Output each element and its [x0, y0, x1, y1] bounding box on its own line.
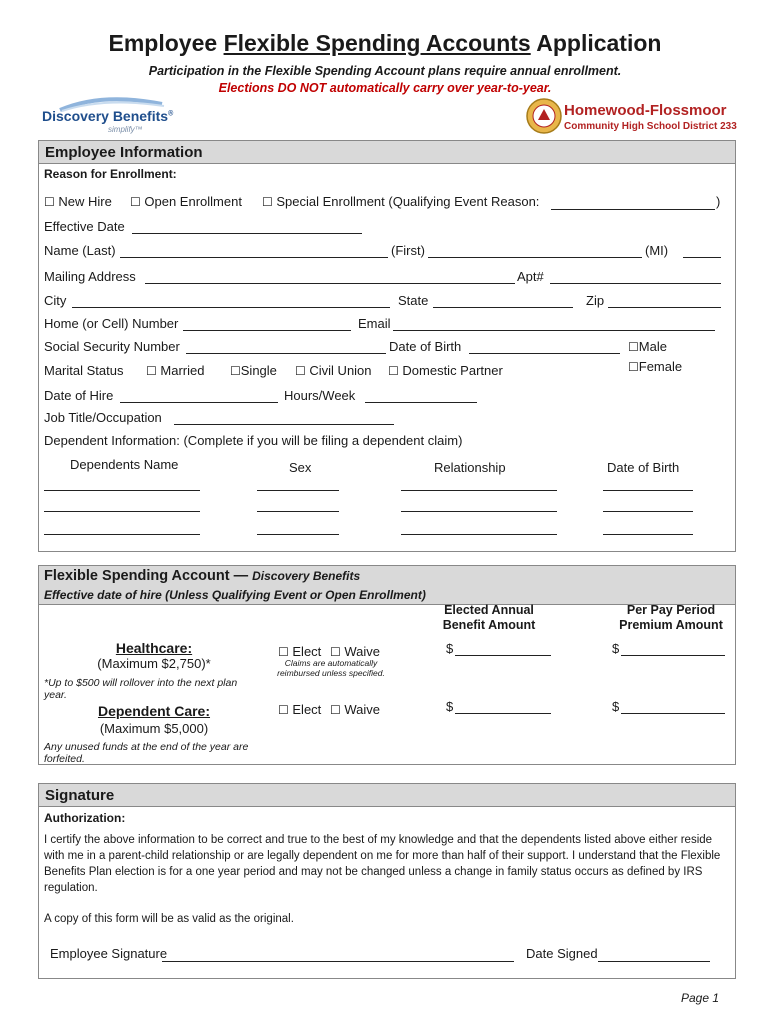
zip-label: Zip: [586, 293, 605, 308]
dependent-dob-header: Date of Birth: [607, 460, 680, 475]
city-label: City: [44, 293, 67, 308]
marital-status-label: Marital Status: [44, 363, 124, 378]
dependent-name-field-3[interactable]: [44, 534, 200, 535]
healthcare-elect-checkbox[interactable]: ☐ Elect: [278, 644, 322, 659]
school-seal-icon: [526, 98, 562, 134]
dependent-care-max: (Maximum $5,000): [99, 721, 209, 736]
hc-dollar-sign: $: [446, 641, 454, 656]
mi-field[interactable]: [683, 257, 721, 258]
date-signed-field[interactable]: [598, 961, 710, 962]
open-enrollment-checkbox[interactable]: ☐ Open Enrollment: [130, 194, 242, 209]
certification-paragraph: I certify the above information to be correct and true to the best of my knowledge and that the dependents listed above either reside with me in a parent-child relationship or are legally dependent on me for more than half of their support. I understand that the Flexible Benefits Plan election is for a one year period and may not be changed unless a change in family status occurs as defined by IRS regulation.: [44, 834, 721, 894]
forfeit-note: Any unused funds at the end of the year are forfeited.: [44, 741, 249, 765]
male-checkbox[interactable]: ☐Male: [628, 339, 667, 354]
email-label: Email: [358, 316, 391, 331]
dependent-care-title: Dependent Care:: [97, 703, 211, 719]
dependent-care-annual-field[interactable]: [455, 713, 551, 714]
dc-pay-dollar-sign: $: [612, 699, 620, 714]
healthcare-waive-checkbox[interactable]: ☐ Waive: [330, 644, 381, 659]
fsa-heading: Flexible Spending Account — Discovery Benefits: [44, 568, 361, 584]
authorization-label: Authorization:: [44, 811, 126, 825]
employee-info-heading: Employee Information: [38, 140, 736, 164]
dependent-dob-field-1[interactable]: [603, 490, 693, 491]
healthcare-title: Healthcare:: [115, 640, 193, 656]
hire-date-field[interactable]: [120, 402, 278, 403]
dependent-care-pay-field[interactable]: [621, 713, 725, 714]
dependent-care-elect-checkbox[interactable]: ☐ Elect: [278, 702, 322, 717]
job-title-label: Job Title/Occupation: [44, 410, 162, 425]
dependent-sex-field-2[interactable]: [257, 511, 339, 512]
close-paren: ): [716, 194, 721, 209]
new-hire-checkbox[interactable]: ☐ New Hire: [44, 194, 112, 209]
sex-header: Sex: [289, 460, 312, 475]
mi-label: (MI): [645, 243, 669, 258]
hours-week-field[interactable]: [365, 402, 477, 403]
dependent-relationship-field-3[interactable]: [401, 534, 557, 535]
dependent-care-waive-checkbox[interactable]: ☐ Waive: [330, 702, 381, 717]
last-name-label: Name (Last): [44, 243, 116, 258]
fsa-effective-note: Effective date of hire (Unless Qualifying Event or Open Enrollment): [44, 588, 426, 602]
reason-label: Reason for Enrollment:: [44, 167, 177, 181]
hc-pay-dollar-sign: $: [612, 641, 620, 656]
zip-field[interactable]: [608, 307, 721, 308]
auto-reimburse-note: Claims are automatically reimbursed unless specified.: [277, 658, 385, 678]
subtitle-enrollment: Participation in the Flexible Spending Account plans require annual enrollment.: [148, 64, 622, 78]
page-title: Employee Flexible Spending Accounts Application: [108, 30, 662, 56]
pay-period-header: Per Pay Period Premium Amount: [619, 603, 723, 632]
relationship-header: Relationship: [434, 460, 506, 475]
ssn-field[interactable]: [186, 353, 386, 354]
effective-date-label: Effective Date: [44, 219, 125, 234]
discovery-benefits-logo: Discovery Benefits® simplify™: [42, 94, 182, 138]
state-label: State: [398, 293, 429, 308]
page-number: Page 1: [681, 991, 720, 1005]
apt-label: Apt#: [517, 269, 544, 284]
special-enrollment-checkbox[interactable]: ☐ Special Enrollment (Qualifying Event Reason:: [262, 194, 540, 209]
dependent-name-field-2[interactable]: [44, 511, 200, 512]
job-title-field[interactable]: [174, 424, 394, 425]
copy-valid-note: A copy of this form will be as valid as the original.: [44, 913, 294, 925]
effective-date-field[interactable]: [132, 233, 362, 234]
single-checkbox[interactable]: ☐Single: [230, 363, 277, 378]
hire-date-label: Date of Hire: [44, 388, 114, 403]
ssn-label: Social Security Number: [44, 339, 180, 354]
dependent-relationship-field-1[interactable]: [401, 490, 557, 491]
dob-field[interactable]: [469, 353, 620, 354]
last-name-field[interactable]: [120, 257, 388, 258]
annual-amount-header: Elected Annual Benefit Amount: [442, 603, 536, 632]
subtitle-warning: Elections DO NOT automatically carry over year-to-year.: [218, 81, 552, 95]
dependent-sex-field-3[interactable]: [257, 534, 339, 535]
employee-signature-label: Employee Signature: [50, 946, 168, 961]
homewood-flossmoor-logo: Homewood-Flossmoor Community High School District 233: [526, 98, 736, 138]
dependent-info-label: Dependent Information: (Complete if you will be filing a dependent claim): [44, 433, 463, 448]
healthcare-max: (Maximum $2,750)*: [97, 656, 211, 671]
mailing-address-label: Mailing Address: [44, 269, 136, 284]
healthcare-pay-field[interactable]: [621, 655, 725, 656]
dependents-name-header: Dependents Name: [70, 457, 179, 472]
qualifying-event-field[interactable]: [551, 209, 715, 210]
first-name-field[interactable]: [428, 257, 642, 258]
healthcare-rollover-note: *Up to $500 will rollover into the next plan year.: [44, 677, 238, 701]
date-signed-label: Date Signed: [526, 946, 598, 961]
employee-signature-field[interactable]: [162, 961, 514, 962]
dependent-dob-field-3[interactable]: [603, 534, 693, 535]
married-checkbox[interactable]: ☐ Married: [146, 363, 205, 378]
healthcare-annual-field[interactable]: [455, 655, 551, 656]
dependent-relationship-field-2[interactable]: [401, 511, 557, 512]
hours-week-label: Hours/Week: [284, 388, 356, 403]
dependent-dob-field-2[interactable]: [603, 511, 693, 512]
employee-info-frame: [38, 164, 736, 552]
city-field[interactable]: [72, 307, 390, 308]
phone-field[interactable]: [183, 330, 351, 331]
civil-union-checkbox[interactable]: ☐ Civil Union: [295, 363, 372, 378]
apt-field[interactable]: [550, 283, 721, 284]
signature-heading: Signature: [38, 783, 736, 807]
mailing-address-field[interactable]: [145, 283, 515, 284]
email-field[interactable]: [393, 330, 715, 331]
first-name-label: (First): [391, 243, 425, 258]
phone-label: Home (or Cell) Number: [44, 316, 179, 331]
dob-label: Date of Birth: [389, 339, 462, 354]
dependent-name-field-1[interactable]: [44, 490, 200, 491]
state-field[interactable]: [433, 307, 573, 308]
domestic-partner-checkbox[interactable]: ☐ Domestic Partner: [388, 363, 503, 378]
dc-dollar-sign: $: [446, 699, 454, 714]
dependent-sex-field-1[interactable]: [257, 490, 339, 491]
female-checkbox[interactable]: ☐Female: [628, 359, 683, 374]
